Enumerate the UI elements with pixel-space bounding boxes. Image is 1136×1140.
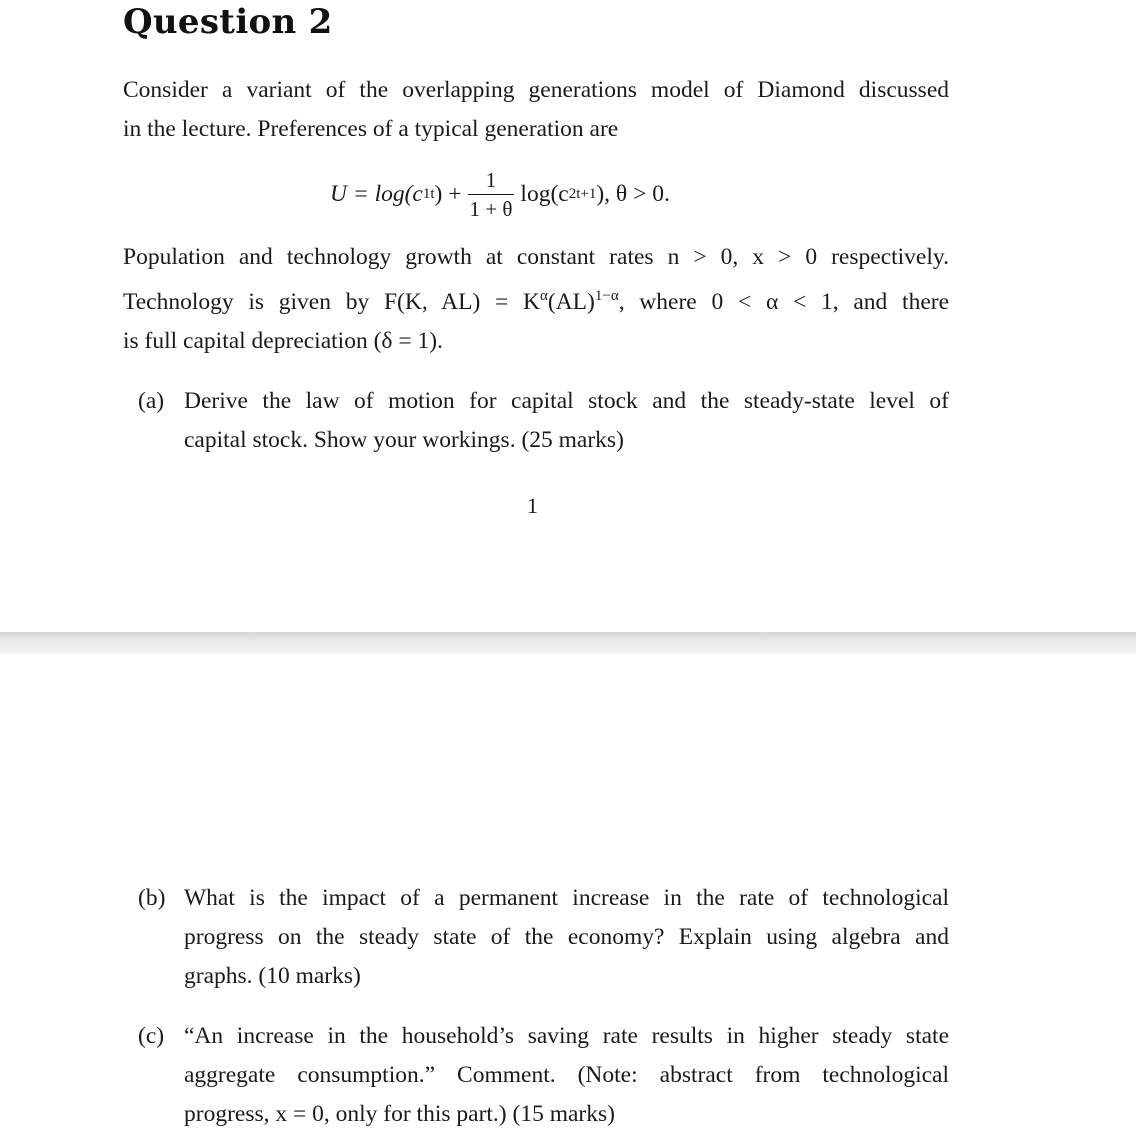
part-b-line-2: progress on the steady state of the economy? Explain using algebra and bbox=[184, 924, 949, 950]
part-c-label: (c) bbox=[138, 1023, 165, 1049]
eq-lhs-sub: 1t bbox=[422, 185, 435, 202]
page-separator bbox=[0, 632, 1136, 654]
part-a-line-2: capital stock. Show your workings. (25 marks) bbox=[184, 427, 624, 453]
part-b-line-3: graphs. (10 marks) bbox=[184, 963, 361, 989]
eq-plus: ) + bbox=[434, 180, 462, 207]
part-b bbox=[138, 879, 949, 996]
part-a bbox=[138, 382, 949, 460]
part-a-label: (a) bbox=[138, 388, 165, 414]
part-c-line-1: “An increase in the household’s saving rate results in higher steady state bbox=[184, 1023, 949, 1049]
tech-text-c: , where 0 < α < 1, and there bbox=[618, 288, 950, 315]
eq-frac-num: 1 bbox=[485, 167, 497, 192]
part-c-line-2: aggregate consumption.” Comment. (Note: abstract from technological bbox=[184, 1062, 949, 1088]
part-b-line-1: What is the impact of a permanent increase in the rate of technological bbox=[184, 885, 949, 911]
tech-text-b: (AL) bbox=[547, 288, 595, 315]
tech-text-a: Technology is given by F(K, AL) = K bbox=[123, 288, 541, 315]
eq-rhs-sub: 2t+1 bbox=[568, 185, 597, 202]
eq-lhs: U = log(c bbox=[330, 180, 423, 207]
part-a-line-1: Derive the law of motion for capital stock and the steady-state level of bbox=[184, 388, 949, 414]
growth-line-1: Population and technology growth at constant rates n > 0, x > 0 respectively. bbox=[123, 244, 949, 270]
growth-line-2 bbox=[123, 277, 949, 322]
eq-tail: ), θ > 0. bbox=[596, 180, 670, 207]
sup-alpha: α bbox=[540, 288, 548, 304]
eq-rhs: log(c bbox=[520, 180, 569, 207]
page-2 bbox=[0, 654, 1136, 1140]
intro-line-2: in the lecture. Preferences of a typical generation are bbox=[123, 116, 619, 142]
utility-equation bbox=[330, 162, 670, 226]
question-title: Question 2 bbox=[123, 2, 333, 42]
eq-frac-den: 1 + θ bbox=[468, 194, 515, 221]
eq-fraction bbox=[468, 168, 515, 221]
intro-line-1: Consider a variant of the overlapping generations model of Diamond discussed bbox=[123, 77, 949, 103]
intro-paragraph bbox=[123, 71, 949, 149]
growth-line-3: is full capital depreciation (δ = 1). bbox=[123, 327, 443, 354]
part-c-line-3: progress, x = 0, only for this part.) (15 marks) bbox=[184, 1101, 615, 1127]
page-number: 1 bbox=[527, 493, 538, 518]
part-c bbox=[138, 1017, 949, 1134]
part-b-label: (b) bbox=[138, 885, 166, 911]
growth-paragraph bbox=[123, 238, 949, 361]
sup-one-minus-alpha: 1−α bbox=[594, 288, 619, 304]
